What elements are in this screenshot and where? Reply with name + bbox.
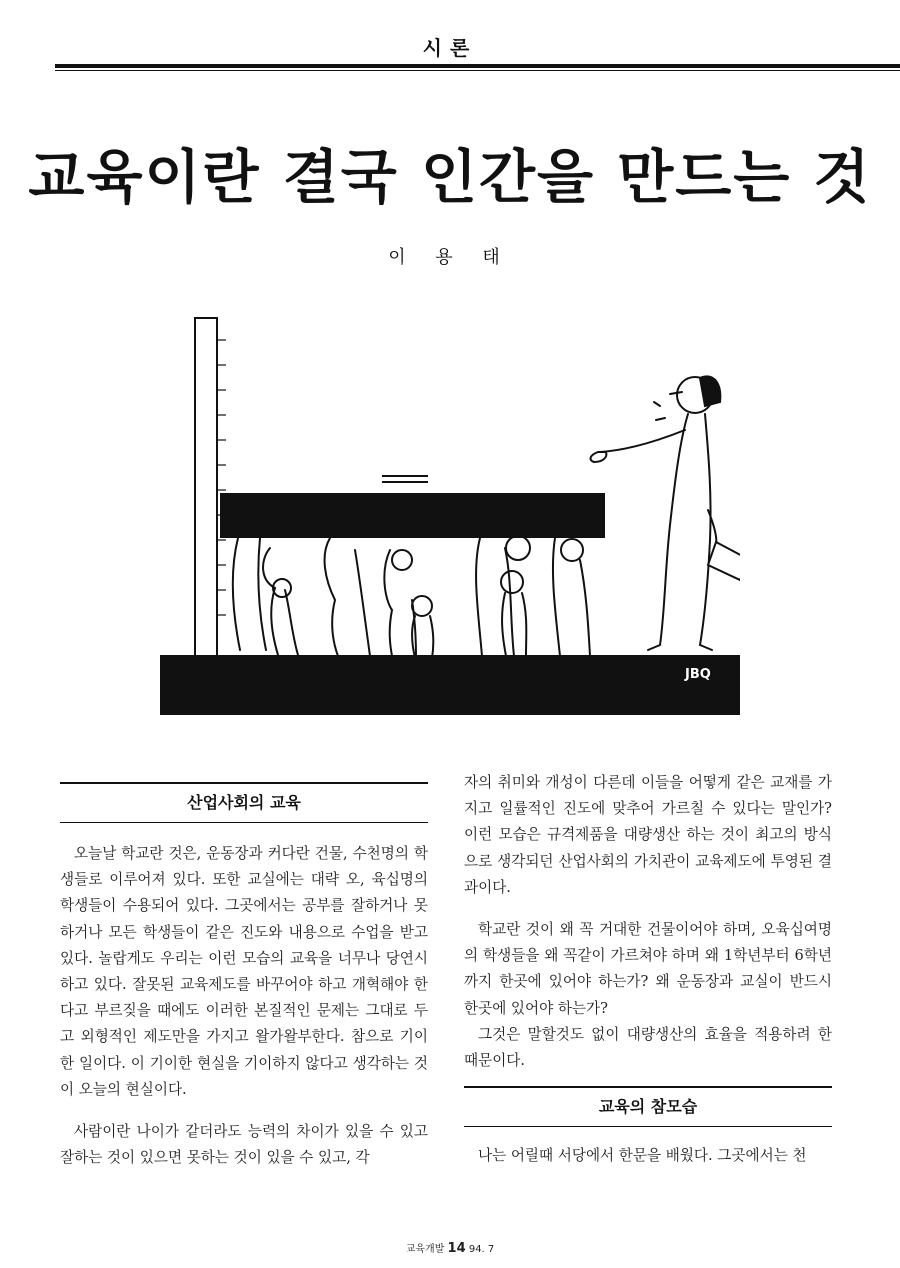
section-tag: 시론 xyxy=(422,36,478,60)
paragraph: 오늘날 학교란 것은, 운동장과 커다란 건물, 수천명의 학생들로 이루어져 있다. 또한 교실에는 대략 오, 육십명의 학생들이 수용되어 있다. 그곳에서는 공부를 잘하거나 못하거나 모든 학생들이 같은 진도와 내용으로 수업을 받고 있다. 놀랍게도 우리는 이런 모습의 교육을 너무나 당연시 하고 있다. 잘못된 교육제도를 바꾸어야 하고 개혁해야 한다고 부르짖을 때에도 이러한 본질적인 문제는 그대로 두고 외형적인 제도만을 가지고 왈가왈부한다. 참으로 기이한 일이다. 이 기이한 현실을 기이하지 않다고 생각하는 것이 오늘의 현실이다. xyxy=(60,845,428,1098)
magazine-name: 교육개발 xyxy=(405,1244,445,1255)
issue-date: 94. 7 xyxy=(468,1244,495,1255)
right-column xyxy=(464,770,832,1169)
black-slab-bottom xyxy=(160,655,740,715)
cartoon-illustration xyxy=(160,310,740,715)
crouching-figures xyxy=(233,536,590,658)
page-number: 14 xyxy=(447,1241,466,1256)
teacher-figure xyxy=(591,377,740,650)
paragraph: 학교란 것이 왜 꼭 거대한 건물이어야 하며, 오육십여명의 학생들을 왜 꼭같이 가르쳐야 하며 왜 1학년부터 6학년까지 한곳에 있어야 하는가? 왜 운동장과 교실이 반드시 한곳에 있어야 하는가? xyxy=(464,921,832,1017)
black-slab-top xyxy=(220,493,605,538)
left-column xyxy=(60,782,428,1171)
page-footer xyxy=(0,1240,900,1256)
article-title: 교육이란 결국 인간을 만드는 것 xyxy=(28,143,872,211)
header-rule-thin xyxy=(55,70,900,71)
small-block-on-top xyxy=(382,476,428,482)
article-author: 이 용 태 xyxy=(388,247,512,268)
paragraph: 자의 취미와 개성이 다른데 이들을 어떻게 같은 교재를 가지고 일률적인 진도에 맞추어 가르칠 수 있다는 말인가? 이런 모습은 규격제품을 대량생산 하는 것이 최고의 방식으로 생각되던 산업사회의 가치관이 교육제도에 투영된 결과이다. xyxy=(464,774,832,896)
artist-signature: JBQ xyxy=(685,667,711,682)
section-heading-industrial-education: 산업사회의 교육 xyxy=(60,782,428,823)
paragraph: 사람이란 나이가 같더라도 능력의 차이가 있을 수 있고 잘하는 것이 있으면 못하는 것이 있을 수 있고, 각 xyxy=(60,1123,428,1167)
paragraph: 나는 어릴때 서당에서 한문을 배웠다. 그곳에서는 천 xyxy=(478,1147,807,1165)
section-heading-true-education: 교육의 참모습 xyxy=(464,1086,832,1127)
paragraph: 그것은 말할것도 없이 대량생산의 효율을 적용하려 한 때문이다. xyxy=(464,1025,832,1070)
header-rule xyxy=(55,64,900,68)
